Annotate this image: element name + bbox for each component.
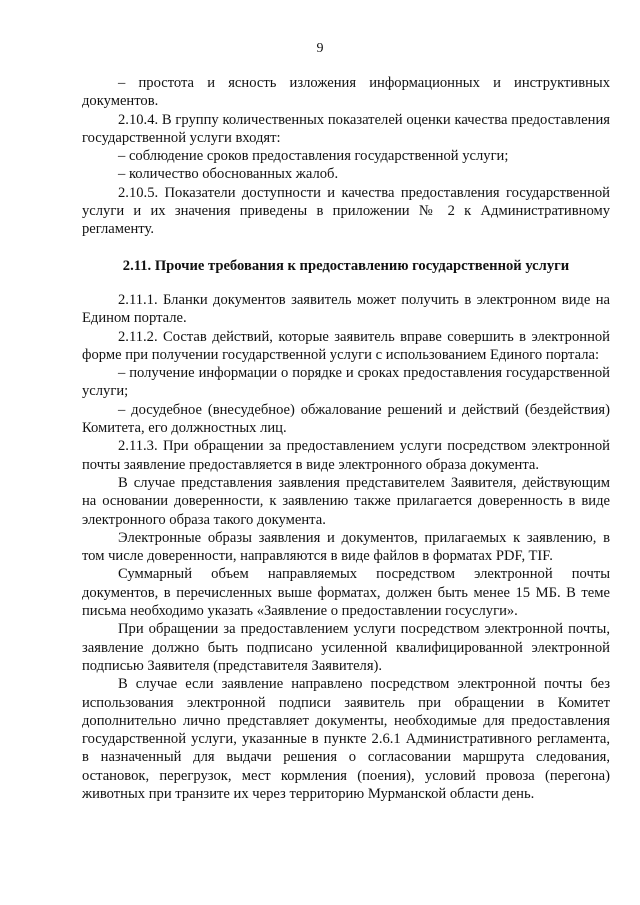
page-number: 9 <box>316 41 324 56</box>
paragraph-signature: При обращении за предоставлением услуги посредством электронной почты, заявление должно быть подписано усиленной квалифицированной электронной подписью Заявителя (представителя Заявителя). <box>82 621 610 674</box>
paragraph-size-limit: Суммарный объем направляемых посредством электронной почты документов, в перечисленных выше форматах, должен быть менее 15 МБ. В теме письма необходимо указать «Заявление о предоставлении госуслуги». <box>82 566 610 620</box>
paragraph-simplicity: – простота и ясность изложения информационных и инструктивных документов. <box>82 75 610 110</box>
page-content <box>82 74 610 803</box>
paragraph-2-11-3: 2.11.3. При обращении за предоставлением услуги посредством электронной почты заявление предоставляется в виде электронного образа документа. <box>82 438 610 473</box>
list-item-appeal: – досудебное (внесудебное) обжалование решений и действий (бездействия) Комитета, его должностных лиц. <box>82 401 610 437</box>
list-item-information: – получение информации о порядке и сроках предоставления государственной услуги; <box>82 365 610 400</box>
paragraph-2-10-5: 2.10.5. Показатели доступности и качества предоставления государственной услуги и их значения приведены в приложении № 2 к Административному регламенту. <box>82 184 610 238</box>
paragraph-2-11-1: 2.11.1. Бланки документов заявитель может получить в электронном виде на Едином портале. <box>82 291 610 327</box>
paragraph-2-11-2: 2.11.2. Состав действий, которые заявитель вправе совершить в электронной форме при получении государственной услуги с использованием Единого портала: <box>82 328 610 363</box>
paragraph-no-signature: В случае если заявление направлено посредством электронной почты без использования электронной подписи заявитель при обращении в Комитет дополнительно лично представляет документы, необходимые для предоставления государственной услуги, указанные в пункте 2.6.1 Административного регламента, в назначенный для выдачи решения о согласовании маршрута следования, остановок, перегрузок, мест кормления (поения), условий провоза (перегона) животных при транзите их через территорию Мурманской области день. <box>82 676 610 802</box>
list-item-deadlines: – соблюдение сроков предоставления государственной услуги; <box>118 148 509 165</box>
list-item-complaints: – количество обоснованных жалоб. <box>118 166 339 183</box>
section-heading: 2.11. Прочие требования к предоставлению государственной услуги <box>122 257 570 274</box>
paragraph-representative: В случае представления заявления представителем Заявителя, действующим на основании доверенности, к заявлению также прилагается доверенность в виде электронного образа такого документа. <box>82 474 610 528</box>
paragraph-2-10-4: 2.10.4. В группу количественных показателей оценки качества предоставления государственной услуги входят: <box>82 111 610 146</box>
paragraph-file-formats: Электронные образы заявления и документов, прилагаемых к заявлению, в том числе доверенности, направляются в виде файлов в форматах PDF, TIF. <box>82 529 610 565</box>
